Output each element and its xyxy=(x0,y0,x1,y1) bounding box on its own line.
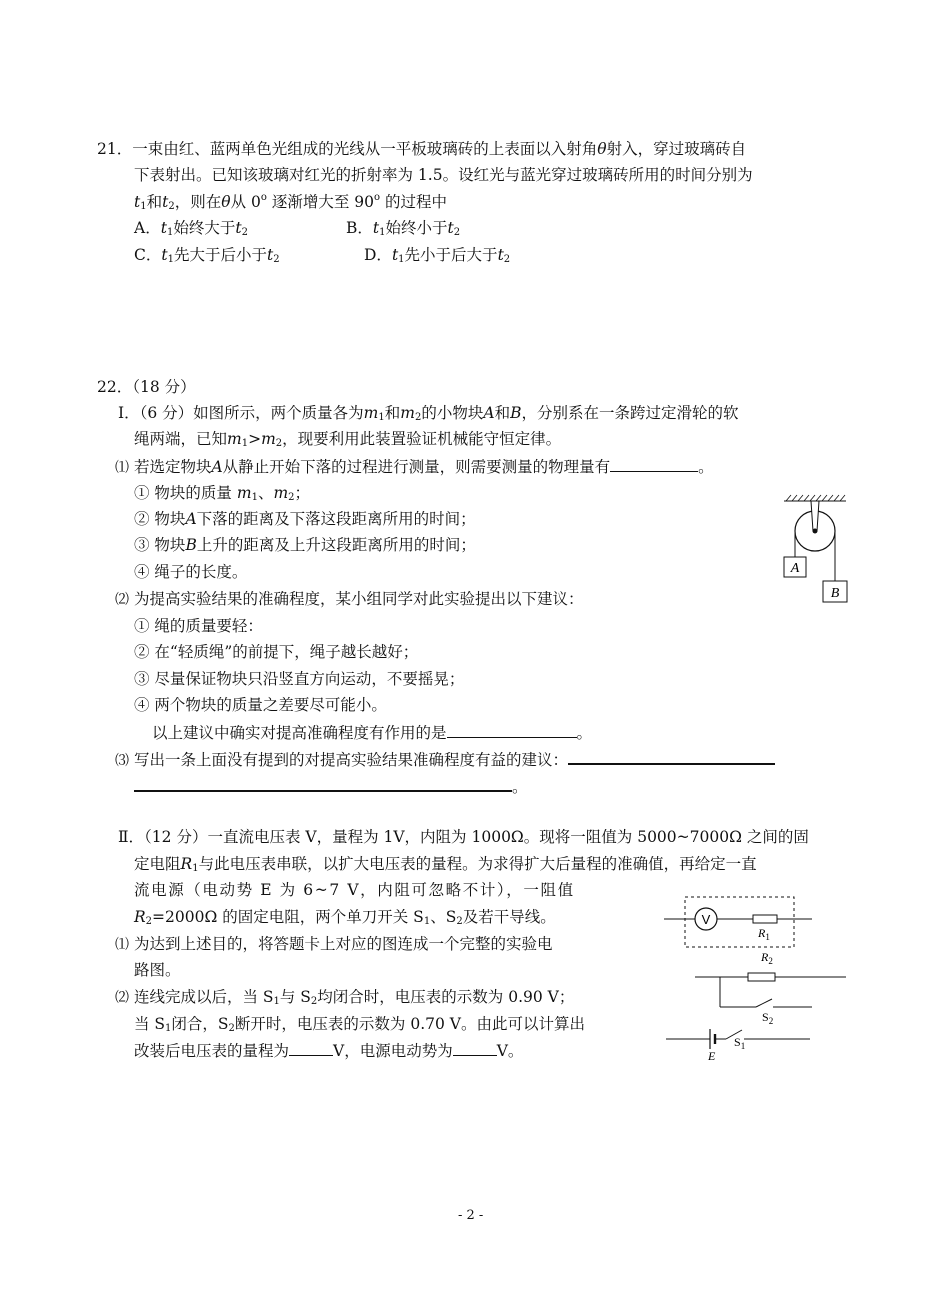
emf-label: E xyxy=(708,1049,716,1063)
answer-blank[interactable] xyxy=(610,457,698,472)
q22-sub2-option2: ② 在“轻质绳”的前提下，绳子越长越好； xyxy=(134,643,419,661)
q22-part2-line2: 定电阻$R_1$与此电压表串联，以扩大电压表的量程。为求得扩大后量程的准确值，再给定一直 xyxy=(134,855,757,874)
r1-label: $R_1$ xyxy=(758,926,770,942)
q22-part1-line1: I．（6 分）如图所示，两个质量各为$m_1$和$m_2$的小物块A和B，分别系在一条跨过定滑轮的软 xyxy=(118,404,739,423)
q22-sub2-option4: ④ 两个物块的质量之差要尽可能小。 xyxy=(134,696,387,714)
q22-sub2-option3: ③ 尽量保证物块只沿竖直方向运动，不要摇晃； xyxy=(134,670,465,688)
q22-sub2: ⑵ 为提高实验结果的准确程度，某小组同学对此实验提出以下建议： xyxy=(115,590,584,608)
answer-blank[interactable] xyxy=(134,776,512,792)
q22-sub1-option3: ③ 物块B上升的距离及上升这段距离所用的时间； xyxy=(134,536,476,554)
q22-task2-line3: 改装后电压表的量程为 V，电源电动势为 V。 xyxy=(134,1042,524,1060)
q22-sub3: ⑶ 写出一条上面没有提到的对提高实验结果准确程度有益的建议： xyxy=(115,749,775,770)
q22-task1-line1: ⑴ 为达到上述目的，将答题卡上对应的图连成一个完整的实验电 xyxy=(115,935,553,953)
q21-line3: $t_1$和$t_2$，则在θ从 0$^o$ 逐渐增大至 90$^o$ 的过程中 xyxy=(134,192,447,212)
block-b-label: B xyxy=(830,586,840,601)
q21-line1: 21．一束由红、蓝两单色光组成的光线从一平板玻璃砖的上表面以入射角θ射入，穿过玻璃砖自 xyxy=(97,140,747,158)
pulley-figure xyxy=(770,493,860,608)
resistor-r1 xyxy=(753,915,777,923)
s1-label: $S_1$ xyxy=(734,1035,746,1051)
q22-task1-line2: 路图。 xyxy=(134,961,181,979)
q21-number: 21． xyxy=(97,140,133,158)
answer-blank[interactable] xyxy=(447,723,577,738)
answer-blank[interactable] xyxy=(289,1041,333,1056)
q22-sub2-option1: ① 绳的质量要轻： xyxy=(134,617,263,635)
pulley-diagram xyxy=(770,493,860,608)
circuit-diagram xyxy=(660,893,855,1063)
q22-task2-line2: 当 $S_1$闭合，$S_2$断开时，电压表的示数为 0.70 V。由此可以计算出 xyxy=(134,1015,585,1034)
r2-label: $R_2$ xyxy=(761,950,773,966)
q22-part1-line2: 绳两端，已知$m_1>m_2$，现要利用此装置验证机械能守恒定律。 xyxy=(134,430,562,449)
q22-sub1: ⑴ 若选定物块A从静止开始下落的过程进行测量，则需要测量的物理量有 。 xyxy=(115,458,714,476)
q22-part2-line4: $R_2=2000\Omega$ 的固定电阻，两个单刀开关 $S_1$、$S_2$及若干导线。 xyxy=(134,908,556,927)
q22-sub1-option4: ④ 绳子的长度。 xyxy=(134,563,248,581)
answer-blank[interactable] xyxy=(568,749,775,765)
switch-s2 xyxy=(756,999,772,1007)
voltmeter-label: V xyxy=(701,912,711,927)
q21-option-b: B．$t_1$始终小于$t_2$ xyxy=(346,219,461,238)
q22-sub2-question: 以上建议中确实对提高准确程度有作用的是 。 xyxy=(152,724,593,742)
q22-part2-line1: Ⅱ．（12 分）一直流电压表 V，量程为 1V，内阻为 1000Ω。现将一阻值为 5000~7000Ω 之间的固 xyxy=(118,828,809,846)
q22-sub1-option1: ① 物块的质量 $m_1$、$m_2$； xyxy=(134,484,311,503)
q21-option-c: C．$t_1$先大于后小于$t_2$ xyxy=(134,246,280,265)
block-a-label: A xyxy=(790,561,800,576)
q22-part2-line3: 流电源（电动势 E 为 6~7 V，内阻可忽略不计），一阻值 xyxy=(134,881,575,899)
q21-option-d: D．$t_1$先小于后大于$t_2$ xyxy=(364,246,511,265)
q22-heading: 22．（18 分） xyxy=(97,378,196,396)
q22-task2-line1: ⑵ 连线完成以后，当 $S_1$与 $S_2$均闭合时，电压表的示数为 0.90 V； xyxy=(115,988,575,1007)
q21-option-a: A．$t_1$始终大于$t_2$ xyxy=(134,219,248,238)
page-number: - 2 - xyxy=(458,1208,484,1223)
resistor-r2 xyxy=(748,973,775,981)
q21-line2: 下表射出。已知该玻璃对红光的折射率为 1.5。设红光与蓝光穿过玻璃砖所用的时间分别为 xyxy=(134,166,753,184)
answer-blank[interactable] xyxy=(453,1041,497,1056)
circuit-figure xyxy=(660,893,855,1063)
s2-label: $S_2$ xyxy=(762,1010,774,1026)
q22-sub1-option2: ② 物块A下落的距离及下落这段距离所用的时间； xyxy=(134,510,476,528)
q22-sub3-line2: 。 xyxy=(134,776,528,797)
